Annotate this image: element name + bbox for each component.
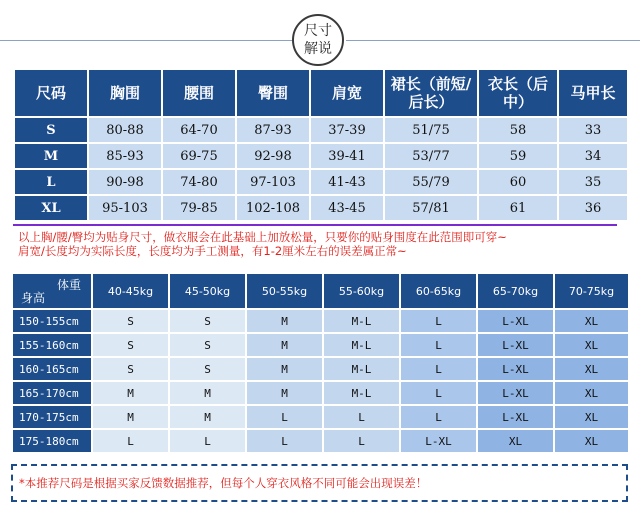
size-table (13, 68, 629, 222)
table-cell: 53/77 (384, 143, 478, 169)
size-cell: L (246, 405, 323, 429)
size-label: S (14, 117, 88, 143)
recommendation-chart (11, 272, 628, 462)
table-row (12, 381, 629, 405)
table-cell: 61 (478, 195, 558, 221)
size-label: XL (14, 195, 88, 221)
size-cell: L (400, 357, 477, 381)
size-chart (13, 68, 627, 227)
size-cell: L (400, 333, 477, 357)
size-cell: M (246, 357, 323, 381)
rec-header-row (12, 273, 629, 309)
height-label: 160-165cm (12, 357, 92, 381)
size-cell: M (169, 405, 246, 429)
size-cell: L-XL (400, 429, 477, 453)
height-label: 170-175cm (12, 405, 92, 429)
size-cell: L-XL (477, 333, 554, 357)
size-cell: S (92, 309, 169, 333)
header-title-line1: 尺寸 (304, 23, 332, 39)
table-cell: 43-45 (310, 195, 384, 221)
size-cell: M-L (323, 357, 400, 381)
table-cell: 55/79 (384, 169, 478, 195)
size-cell: L (92, 429, 169, 453)
size-cell: L (323, 429, 400, 453)
height-label: 150-155cm (12, 309, 92, 333)
size-cell: XL (554, 429, 629, 453)
table-row (14, 195, 628, 221)
size-header-cell: 肩宽 (310, 69, 384, 117)
size-cell: M-L (323, 309, 400, 333)
table-cell: 74-80 (162, 169, 236, 195)
size-cell: XL (477, 429, 554, 453)
size-cell: XL (554, 333, 629, 357)
size-cell: S (169, 309, 246, 333)
size-cell: L (400, 381, 477, 405)
height-label: 175-180cm (12, 429, 92, 453)
size-cell: XL (554, 405, 629, 429)
size-cell: L (246, 429, 323, 453)
size-cell: L-XL (477, 357, 554, 381)
table-cell: 102-108 (236, 195, 310, 221)
size-header-cell: 腰围 (162, 69, 236, 117)
table-cell: 37-39 (310, 117, 384, 143)
size-cell: S (169, 357, 246, 381)
size-label: L (14, 169, 88, 195)
table-cell: 34 (558, 143, 628, 169)
weight-header-cell: 60-65kg (400, 273, 477, 309)
size-table-header-row (14, 69, 628, 117)
size-cell: S (169, 333, 246, 357)
table-cell: 87-93 (236, 117, 310, 143)
table-cell: 92-98 (236, 143, 310, 169)
table-cell: 97-103 (236, 169, 310, 195)
size-cell: M (92, 381, 169, 405)
weight-header-cell: 55-60kg (323, 273, 400, 309)
measurement-note-line2: 肩宽/长度均为实际长度，长度均为手工测量，有1-2厘米左右的误差属正常~ (18, 244, 407, 258)
size-header-cell: 胸围 (88, 69, 162, 117)
height-label: 155-160cm (12, 333, 92, 357)
size-cell: L-XL (477, 309, 554, 333)
table-cell: 35 (558, 169, 628, 195)
table-cell: 51/75 (384, 117, 478, 143)
table-row (12, 309, 629, 333)
table-cell: 58 (478, 117, 558, 143)
size-cell: L (400, 405, 477, 429)
size-header-cell: 马甲长 (558, 69, 628, 117)
weight-header-cell: 50-55kg (246, 273, 323, 309)
table-row (12, 333, 629, 357)
measurement-note-line1: 以上胸/腰/臀均为贴身尺寸，做衣服会在此基础上加放松量，只要你的贴身围度在此范围即可穿~ (18, 230, 507, 244)
size-cell: S (92, 333, 169, 357)
table-cell: 41-43 (310, 169, 384, 195)
table-row (12, 405, 629, 429)
size-cell: L (400, 309, 477, 333)
weight-header-cell: 40-45kg (92, 273, 169, 309)
size-cell: XL (554, 381, 629, 405)
table-row (14, 169, 628, 195)
size-cell: M (246, 333, 323, 357)
header-divider-right (346, 40, 640, 41)
weight-header-cell: 65-70kg (477, 273, 554, 309)
table-cell: 36 (558, 195, 628, 221)
recommendation-table (11, 272, 630, 454)
size-cell: M (246, 309, 323, 333)
size-header-cell: 尺码 (14, 69, 88, 117)
table-cell: 60 (478, 169, 558, 195)
highlight-divider (13, 224, 617, 226)
size-cell: XL (554, 357, 629, 381)
size-cell: L (323, 405, 400, 429)
size-cell: L-XL (477, 381, 554, 405)
table-cell: 90-98 (88, 169, 162, 195)
size-cell: XL (554, 309, 629, 333)
header-title-line2: 解说 (304, 41, 332, 57)
table-cell: 85-93 (88, 143, 162, 169)
size-cell: M (169, 381, 246, 405)
table-cell: 95-103 (88, 195, 162, 221)
size-cell: L-XL (477, 405, 554, 429)
table-row (12, 357, 629, 381)
weight-header-cell: 45-50kg (169, 273, 246, 309)
measurement-note (18, 230, 626, 258)
table-cell: 39-41 (310, 143, 384, 169)
size-cell: L (169, 429, 246, 453)
weight-axis-label: 体重 (56, 278, 81, 292)
size-label: M (14, 143, 88, 169)
size-cell: M (92, 405, 169, 429)
rec-corner-cell (12, 273, 92, 309)
size-cell: M (246, 381, 323, 405)
size-cell: M-L (323, 333, 400, 357)
header-title-badge (292, 14, 344, 66)
size-header-cell: 衣长（后中） (478, 69, 558, 117)
height-axis-label: 身高 (21, 291, 46, 305)
recommendation-disclaimer: *本推荐尺码是根据买家反馈数据推荐，但每个人穿衣风格不同可能会出现误差！ (11, 464, 628, 502)
table-cell: 64-70 (162, 117, 236, 143)
section-header (0, 0, 640, 66)
table-row (12, 429, 629, 453)
size-cell: S (92, 357, 169, 381)
table-cell: 69-75 (162, 143, 236, 169)
size-header-cell: 臀围 (236, 69, 310, 117)
size-header-cell: 裙长（前短/后长） (384, 69, 478, 117)
height-label: 165-170cm (12, 381, 92, 405)
table-cell: 33 (558, 117, 628, 143)
size-cell: M-L (323, 381, 400, 405)
table-cell: 59 (478, 143, 558, 169)
weight-header-cell: 70-75kg (554, 273, 629, 309)
table-cell: 57/81 (384, 195, 478, 221)
table-cell: 80-88 (88, 117, 162, 143)
table-cell: 79-85 (162, 195, 236, 221)
table-row (14, 143, 628, 169)
header-divider-left (0, 40, 292, 41)
table-row (14, 117, 628, 143)
